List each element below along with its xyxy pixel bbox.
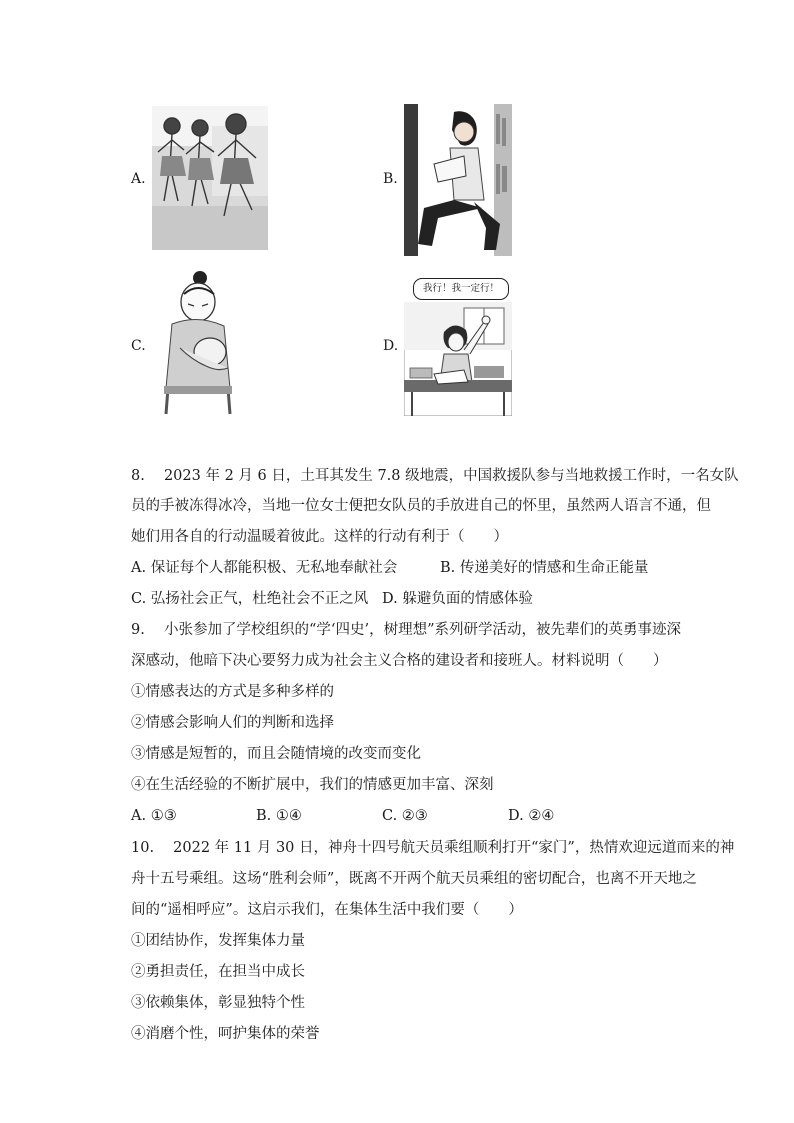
- speech-bubble: 我行！我一定行！: [413, 278, 509, 300]
- question-9-option-b: B. ①④: [256, 808, 302, 824]
- question-8-option-a: A. 保证每个人都能积极、无私地奉献社会: [131, 560, 398, 576]
- question-8-option-d: D. 躲避负面的情感体验: [382, 591, 533, 607]
- question-8-text-line-2: 员的手被冻得冰冷，当地一位女士便把女队员的手放进自己的怀里，虽然两人语言不通，但: [131, 498, 711, 514]
- option-a-label: A.: [131, 171, 146, 187]
- question-10-statement-3: ③依赖集体，彰显独特个性: [131, 995, 305, 1011]
- question-8-text-line-3: 她们用各自的行动温暖着彼此。这样的行动有利于（ ）: [131, 529, 508, 545]
- question-10-statement-2: ②勇担责任，在担当中成长: [131, 964, 305, 980]
- question-8-option-c: C. 弘扬社会正气，杜绝社会不正之风: [131, 591, 369, 607]
- question-9-statement-4: ④在生活经验的不断扩展中，我们的情感更加丰富、深刻: [131, 777, 494, 793]
- question-9-statement-3: ③情感是短暂的，而且会随情境的改变而变化: [131, 746, 421, 762]
- question-10-statement-4: ④消磨个性，呵护集体的荣誉: [131, 1026, 320, 1042]
- question-10-text-line-3: 间的“遥相呼应”。这启示我们，在集体生活中我们要（ ）: [131, 902, 523, 918]
- confident-student-illustration: [404, 302, 512, 416]
- question-9-option-c: C. ②③: [382, 808, 428, 824]
- question-9-statement-2: ②情感会影响人们的判断和选择: [131, 715, 334, 731]
- question-9-option-a: A. ①③: [131, 808, 177, 824]
- question-9-text-line-1: 9. 小张参加了学校组织的“学‘四史’，树理想”系列研学活动，被先辈们的英勇事迹深: [131, 622, 681, 638]
- question-8-option-b: B. 传递美好的情感和生命正能量: [440, 560, 649, 576]
- question-9-option-d: D. ②④: [508, 808, 555, 824]
- crying-mother-baby-illustration: [158, 268, 236, 418]
- question-10-text-line-1: 10. 2022 年 11 月 30 日，神舟十四号航天员乘组顺利打开“家门”，热情欢迎远道而来的神: [131, 840, 735, 856]
- question-9-statement-1: ①情感表达的方式是多种多样的: [131, 684, 334, 700]
- dancing-girls-illustration: [152, 106, 268, 250]
- question-9-text-line-2: 深感动，他暗下决心要努力成为社会主义合格的建设者和接班人。材料说明（ ）: [131, 653, 668, 669]
- question-10-text-line-2: 舟十五号乘组。这场“胜利会师”，既离不开两个航天员乘组的密切配合，也离不开天地之: [131, 871, 697, 887]
- option-d-label: D.: [383, 338, 399, 354]
- question-8-text-line-1: 8. 2023 年 2 月 6 日，土耳其发生 7.8 级地震，中国救援队参与当地救援工作时，一名女队: [131, 468, 739, 484]
- girl-reading-illustration: [404, 104, 512, 256]
- option-c-label: C.: [131, 338, 146, 354]
- question-10-statement-1: ①团结协作，发挥集体力量: [131, 933, 305, 949]
- option-b-label: B.: [383, 171, 398, 187]
